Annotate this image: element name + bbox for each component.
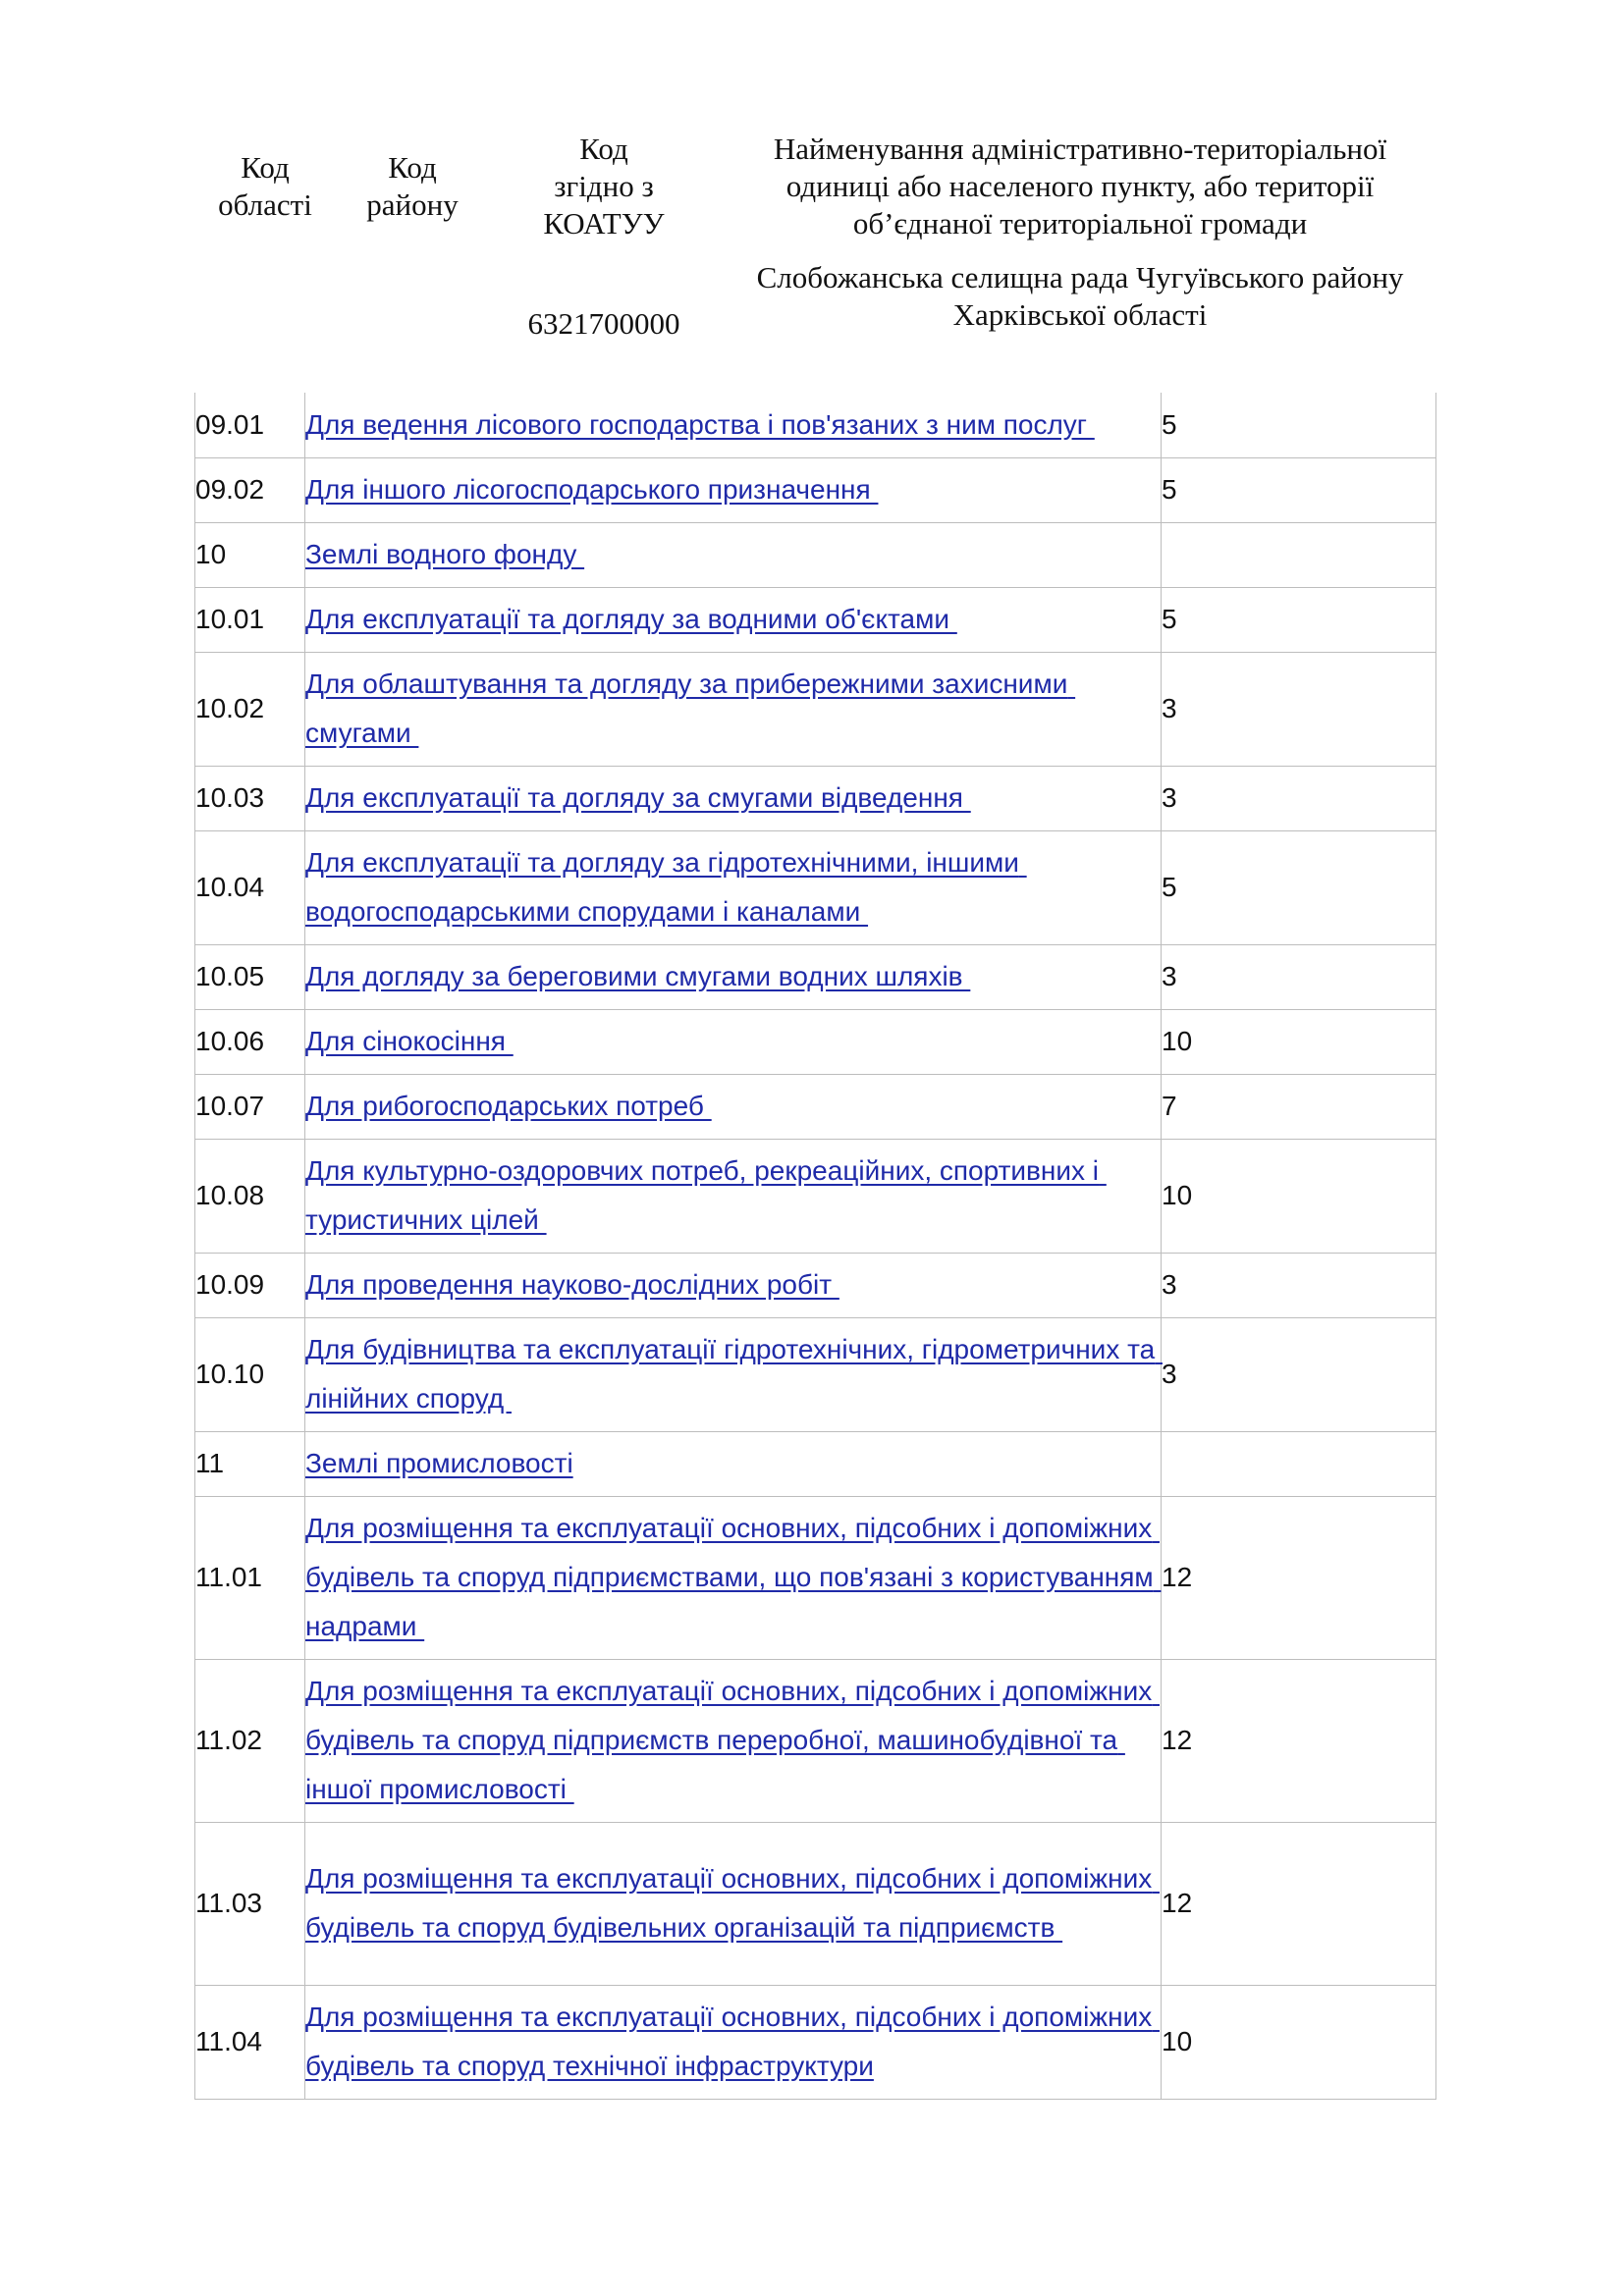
row-name-cell: [305, 652, 1162, 766]
row-code: 10.06: [195, 1009, 305, 1074]
row-name-link[interactable]: Для іншого лісогосподарського призначення: [305, 474, 879, 505]
row-name-link[interactable]: Землі промисловості: [305, 1448, 573, 1478]
row-value: 12: [1162, 1496, 1436, 1659]
row-name-cell: [305, 1074, 1162, 1139]
row-name-cell: [305, 766, 1162, 830]
table-row: [195, 1317, 1436, 1431]
row-value: [1162, 1431, 1436, 1496]
row-name-link[interactable]: Для експлуатації та догляду за смугами відведення: [305, 782, 971, 813]
table-row: [195, 1659, 1436, 1822]
row-value: 10: [1162, 1139, 1436, 1253]
row-name-link[interactable]: Для рибогосподарських потреб: [305, 1091, 712, 1121]
table-row: [195, 944, 1436, 1009]
row-name-cell: [305, 1009, 1162, 1074]
table-row: [195, 1985, 1436, 2099]
row-name-link[interactable]: Для експлуатації та догляду за гідротехнічними, іншими водогосподарськими спорудами і каналами: [305, 847, 1027, 927]
row-value: 5: [1162, 457, 1436, 522]
table-row: [195, 457, 1436, 522]
row-value: [1162, 522, 1436, 587]
row-name-link[interactable]: Для сінокосіння: [305, 1026, 514, 1056]
row-code: 10.01: [195, 587, 305, 652]
table-row: [195, 1253, 1436, 1317]
row-name-link[interactable]: Для ведення лісового господарства і пов'язаних з ним послуг: [305, 408, 1095, 440]
row-name-link[interactable]: Для догляду за береговими смугами водних шляхів: [305, 961, 971, 991]
row-name-link[interactable]: Для культурно-оздоровчих потреб, рекреаційних, спортивних і туристичних цілей: [305, 1155, 1107, 1235]
header-koatuu-code: 6321700000: [527, 306, 680, 341]
row-name-link[interactable]: Для розміщення та експлуатації основних, підсобних і допоміжних будівель та споруд будівельних організацій та підприємств: [305, 1863, 1160, 1943]
row-value: 5: [1162, 830, 1436, 944]
row-name-cell: [305, 587, 1162, 652]
row-name-link[interactable]: Для розміщення та експлуатації основних, підсобних і допоміжних будівель та споруд технічної інфраструктури: [305, 2002, 1160, 2081]
row-name-link[interactable]: Для будівництва та експлуатації гідротехнічних, гідрометричних та лінійних споруд: [305, 1334, 1163, 1414]
table-row: [195, 1822, 1436, 1985]
row-name-cell: [305, 1139, 1162, 1253]
row-value: 3: [1162, 1253, 1436, 1317]
table-row: [195, 522, 1436, 587]
table-row: [195, 1496, 1436, 1659]
row-code: 10.09: [195, 1253, 305, 1317]
row-code: 10: [195, 522, 305, 587]
row-name-link[interactable]: Для облаштування та догляду за прибережними захисними смугами: [305, 668, 1076, 748]
row-code: 10.08: [195, 1139, 305, 1253]
land-use-table-body: [195, 393, 1436, 2099]
row-value: 5: [1162, 587, 1436, 652]
row-code: 10.03: [195, 766, 305, 830]
row-value: 5: [1162, 393, 1436, 457]
row-value: 10: [1162, 1009, 1436, 1074]
table-row: [195, 766, 1436, 830]
row-code: 09.02: [195, 457, 305, 522]
row-name-cell: [305, 457, 1162, 522]
table-row: [195, 1139, 1436, 1253]
row-name-link[interactable]: Землі водного фонду: [305, 539, 585, 569]
header-unit-name-label: Найменування адміністративно-територіальної одиниці або населеного пункту, або території об’єднаної територіальної громади: [773, 132, 1387, 240]
row-value: 12: [1162, 1822, 1436, 1985]
row-value: 3: [1162, 652, 1436, 766]
row-code: 11.03: [195, 1822, 305, 1985]
row-name-cell: [305, 1822, 1162, 1985]
row-name-cell: [305, 944, 1162, 1009]
table-row: [195, 652, 1436, 766]
row-code: 10.04: [195, 830, 305, 944]
row-code: 10.07: [195, 1074, 305, 1139]
header-koatuu-label: Код згідно з КОАТУУ: [543, 132, 665, 240]
row-code: 11.01: [195, 1496, 305, 1659]
row-name-cell: [305, 1431, 1162, 1496]
table-row: [195, 393, 1436, 457]
row-code: 10.02: [195, 652, 305, 766]
row-code: 10.10: [195, 1317, 305, 1431]
row-code: 11.04: [195, 1985, 305, 2099]
row-code: 11: [195, 1431, 305, 1496]
row-name-cell: [305, 1659, 1162, 1822]
header-oblast-code: Код області: [218, 150, 312, 222]
header-rayon-code: Код району: [366, 150, 459, 222]
table-row: [195, 1431, 1436, 1496]
row-name-link[interactable]: Для розміщення та експлуатації основних, підсобних і допоміжних будівель та споруд підприємств переробної, машинобудівної та іншої промисловості: [305, 1676, 1160, 1804]
row-name-link[interactable]: Для проведення науково-дослідних робіт: [305, 1269, 839, 1300]
row-code: 10.05: [195, 944, 305, 1009]
row-name-link[interactable]: Для розміщення та експлуатації основних, підсобних і допоміжних будівель та споруд підприємствами, що пов'язані з користуванням надрами: [305, 1513, 1162, 1641]
table-row: [195, 1009, 1436, 1074]
row-name-cell: [305, 393, 1162, 457]
row-name-cell: [305, 1317, 1162, 1431]
row-code: 11.02: [195, 1659, 305, 1822]
table-row: [195, 830, 1436, 944]
row-value: 3: [1162, 944, 1436, 1009]
header-unit-name: Слобожанська селищна рада Чугуївського району Харківської області: [756, 260, 1404, 332]
land-use-table: [194, 393, 1436, 2100]
row-code: 09.01: [195, 393, 305, 457]
row-name-cell: [305, 830, 1162, 944]
row-name-link[interactable]: Для експлуатації та догляду за водними об'єктами: [305, 604, 957, 634]
row-value: 3: [1162, 1317, 1436, 1431]
row-name-cell: [305, 522, 1162, 587]
row-value: 7: [1162, 1074, 1436, 1139]
row-name-cell: [305, 1253, 1162, 1317]
row-name-cell: [305, 1496, 1162, 1659]
table-row: [195, 1074, 1436, 1139]
row-name-cell: [305, 1985, 1162, 2099]
table-row: [195, 587, 1436, 652]
row-value: 10: [1162, 1985, 1436, 2099]
row-value: 3: [1162, 766, 1436, 830]
row-value: 12: [1162, 1659, 1436, 1822]
